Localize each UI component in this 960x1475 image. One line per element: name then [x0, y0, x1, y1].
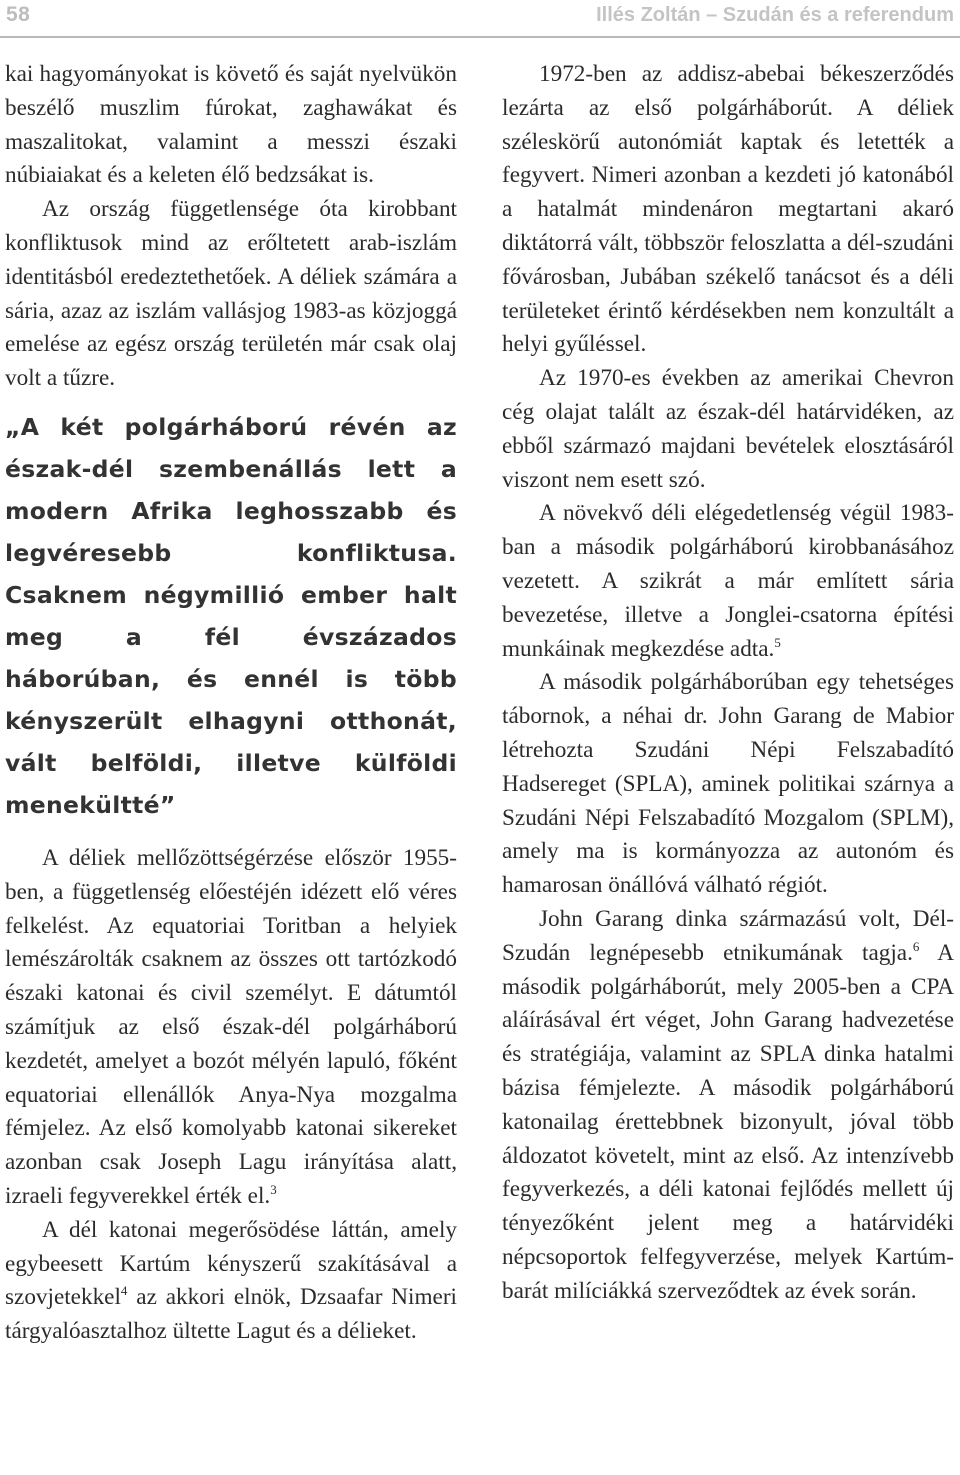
- paragraph-text: A dél katonai megerősödése láttán, amely egybeesett Kartúm kényszerű szakításával a szovjetekkel: [5, 1216, 457, 1311]
- paragraph: [5, 842, 457, 1214]
- paragraph-text: az akkori elnök, Dzsaafar Nimeri tárgyalóasztalhoz ültette Lagut és a délieket.: [5, 1284, 457, 1345]
- footnote-ref: 4: [120, 1283, 128, 1299]
- pull-quote: „A két polgárháború révén az észak-dél szembenállás lett a modern Afrika leghosszabb és legvéresebb konfliktusa. Csaknem négymillió ember halt meg a fél évszázados háborúban, és ennél is több kényszerült elhagyni otthonát, vált belföldi, illetve külföldi menekültté”: [5, 412, 457, 819]
- page-number: 58: [6, 3, 31, 26]
- paragraph: Az ország függetlensége óta kirobbant konfliktusok mind az erőltetett arab-iszlám identitásból eredeztethetőek. A déliek számára a sária, azaz az iszlám vallásjog 1983-as közjoggá emelése az egész ország területén már csak olaj volt a tűzre.: [5, 196, 457, 392]
- paragraph: [502, 903, 954, 1309]
- paragraph-text: A déliek mellőzöttségérzése először 1955-ben, a függetlenség előestéjén idézett elő véres felkelést. Az equatoriai Toritban a helyiek lemészárolták csaknem az összes ott tartózkodó északi katonai és civil személyt. E dátumtól számítjuk az első észak-dél polgárháború kezdetét, amelyet a bozót mélyén lapuló, főként equatoriai ellenállók Anya-Nya mozgalma fémjelez. Az első komolyabb katonai sikereket azonban csak Joseph Lagu irányítása alatt, izraeli fegyverekkel érték el.: [5, 844, 457, 1209]
- paragraph: [5, 1214, 457, 1349]
- paragraph-text: A második polgárháborút, mely 2005-ben a CPA aláírásával ért véget, John Garang hadvezetése és stratégiája, valamint az SPLA dinka hatalmi bázisa fémjelezte. A második polgárháború katonailag érettebbnek bizonyult, jóval több áldozatot követelt, mint az első. Az intenzívebb fegyverkezés, a déli katonai fejlődés mellett új tényezőként jelent meg a határvidéki népcsoportok felfegyverzése, melyek Kartúm-barát milíciákká szerveződtek az évek során.: [502, 939, 954, 1304]
- paragraph: Az 1970-es években az amerikai Chevron cég olajat talált az észak-dél határvidéken, az ebből származó majdani bevételek elosztásáról viszont nem esett szó.: [502, 365, 954, 493]
- header-rule: [0, 36, 960, 38]
- paragraph: kai hagyományokat is követő és saját nyelvükön beszélő muszlim fúrokat, zaghawákat és maszalitokat, valamint a messzi északi núbiaiakat és a keleten élő bedzsákat is.: [5, 61, 457, 189]
- footnote-ref: 5: [774, 634, 781, 650]
- page-header: [0, 0, 960, 38]
- paragraph: 1972-ben az addisz-abebai békeszerződés lezárta az első polgárháborút. A déliek széleskörű autonómiát kaptak és letették a fegyvert. Nimeri azonban a kezdeti jó katonából a hatalmát mindenáron megtartani akaró diktátorrá vált, többször feloszlatta a dél-szudáni fővárosban, Jubában székelő tanácsot és a déli területeket érintő kérdésekben nem konzultált a helyi gyűléssel.: [502, 61, 954, 358]
- running-head: Illés Zoltán – Szudán és a referendum: [596, 4, 954, 26]
- footnote-ref: 6: [912, 938, 920, 954]
- footnote-ref: 3: [270, 1181, 277, 1197]
- right-column: [502, 58, 954, 1308]
- paragraph-text: John Garang dinka származású volt, Dél-Szudán legnépesebb etnikumának tagja.: [502, 905, 954, 966]
- paragraph-text: A növekvő déli elégedetlenség végül 1983-ban a második polgárháború kirobbanásához vezetett. A szikrát a már említett sária bevezetése, illetve a Jonglei-csatorna építési munkáinak megkezdése adta.: [502, 500, 954, 662]
- paragraph: [502, 497, 954, 666]
- paragraph: A második polgárháborúban egy tehetséges tábornok, a néhai dr. John Garang de Mabior létrehozta Szudáni Népi Felszabadító Hadsereget (SPLA), aminek politikai szárnya a Szudáni Népi Felszabadító Mozgalom (SPLM), amely ma is kormányozza az autonóm és hamarosan önállóvá válható régiót.: [502, 669, 954, 899]
- left-column: [5, 58, 457, 1349]
